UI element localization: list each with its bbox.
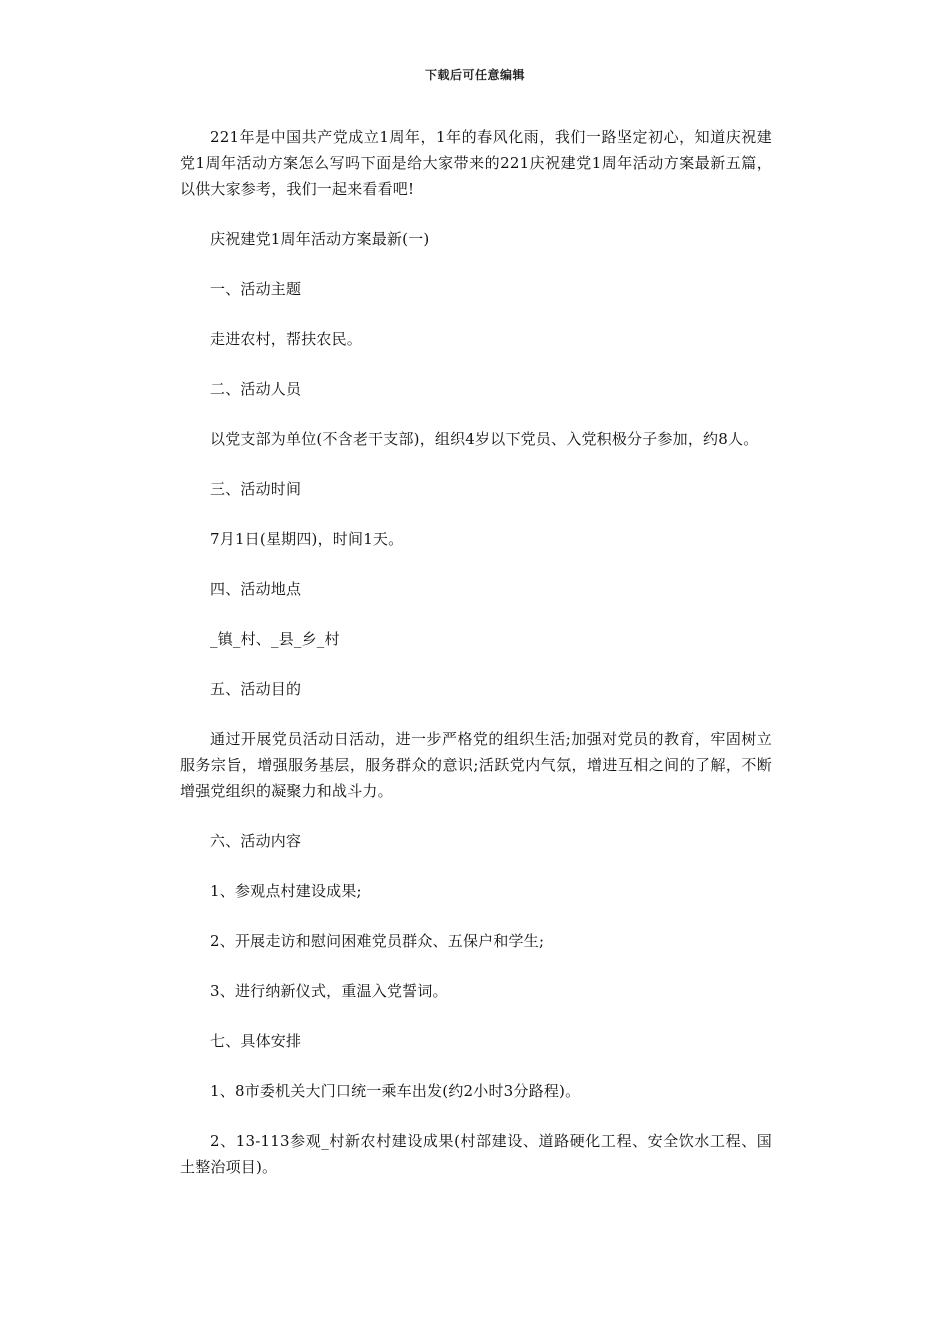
page-header: 下载后可任意编辑 (424, 68, 525, 82)
section-title: 庆祝建党1周年活动方案最新(一) (210, 230, 430, 248)
heading-activity-purpose: 五、活动目的 (210, 680, 302, 698)
intro-paragraph: 221年是中国共产党成立1周年，1年的春风化雨，我们一路坚定初心，知道庆祝建党1周年活动方案怎么写吗下面是给大家带来的221庆祝建党1周年活动方案最新五篇，以供大家参考，我们一起来看看吧! (180, 128, 772, 198)
heading-activity-theme: 一、活动主题 (210, 280, 302, 298)
heading-activity-location: 四、活动地点 (210, 580, 302, 598)
activity-personnel-text: 以党支部为单位(不含老干支部)，组织4岁以下党员、入党积极分子参加，约8人。 (210, 430, 759, 448)
activity-content-item: 2、开展走访和慰问困难党员群众、五保户和学生; (210, 932, 545, 950)
arrangement-item: 2、13-113参观_村新农村建设成果(村部建设、道路硬化工程、安全饮水工程、国土整治项目)。 (180, 1132, 772, 1176)
activity-purpose-text: 通过开展党员活动日活动，进一步严格党的组织生活;加强对党员的教育，牢固树立服务宗旨，增强服务基层，服务群众的意识;活跃党内气氛，增进互相之间的了解，不断增强党组织的凝聚力和战斗力。 (180, 730, 772, 800)
heading-specific-arrangement: 七、具体安排 (210, 1032, 302, 1050)
activity-content-item: 1、参观点村建设成果; (210, 882, 362, 900)
heading-activity-personnel: 二、活动人员 (210, 380, 302, 398)
arrangement-item: 1、8市委机关大门口统一乘车出发(约2小时3分路程)。 (210, 1082, 581, 1100)
activity-time-text: 7月1日(星期四)，时间1天。 (210, 530, 404, 548)
activity-content-item: 3、进行纳新仪式，重温入党誓词。 (210, 982, 448, 1000)
heading-activity-time: 三、活动时间 (210, 480, 302, 498)
activity-location-text: _镇_村、_县_乡_村 (210, 630, 340, 648)
heading-activity-content: 六、活动内容 (210, 832, 302, 850)
activity-theme-text: 走进农村，帮扶农民。 (210, 330, 363, 348)
document-body (180, 124, 772, 1204)
